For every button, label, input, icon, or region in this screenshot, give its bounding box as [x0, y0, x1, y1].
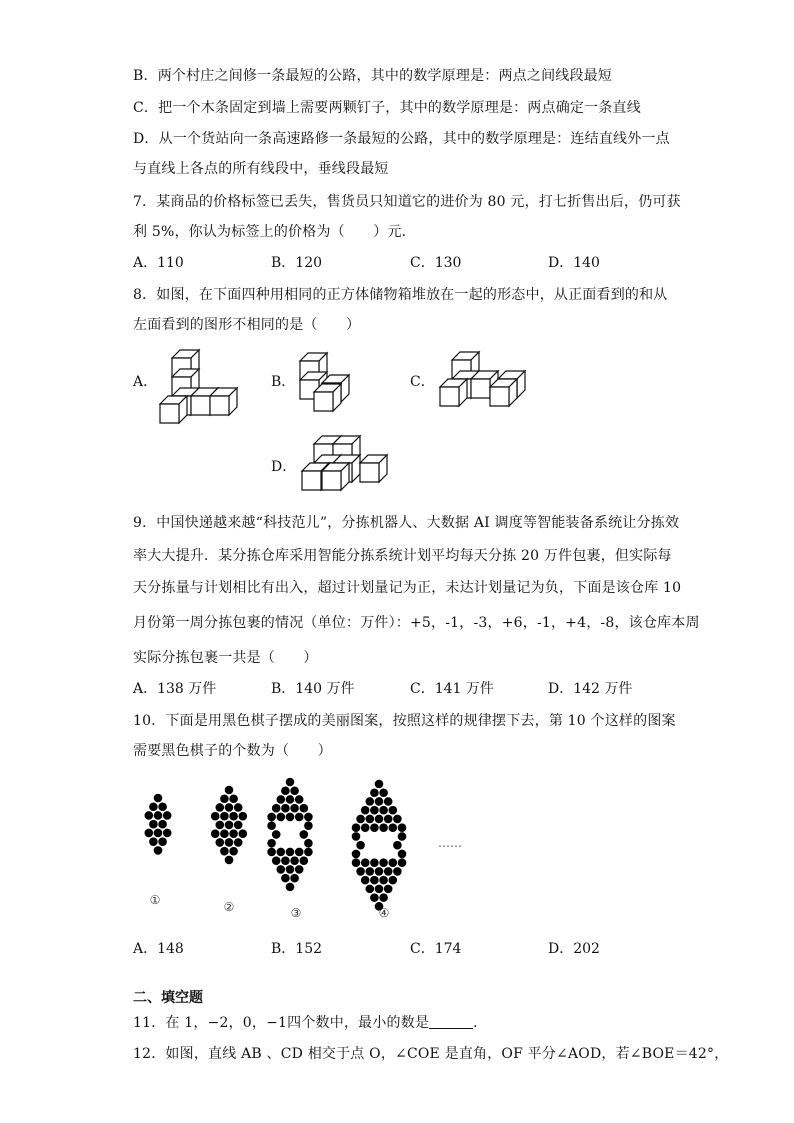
q9-stem-line4: 月份第一周分拣包裹的情况（单位：万件）：+5，-1，-3，+6，-1，+4，-8，该仓库本周 — [133, 615, 700, 631]
black-piece — [300, 856, 309, 865]
cube — [360, 455, 387, 482]
black-piece — [290, 804, 299, 813]
black-piece — [352, 823, 361, 832]
black-piece — [149, 837, 158, 846]
black-piece — [290, 786, 299, 795]
black-piece — [300, 804, 309, 813]
black-piece — [216, 838, 225, 847]
black-piece — [295, 848, 304, 857]
q8-label-c: C． — [410, 374, 435, 390]
black-piece — [281, 874, 290, 883]
q7-stem-line2: 利 5%，你认为标签上的价格为（ ）元． — [133, 224, 416, 240]
black-piece — [163, 829, 172, 838]
black-piece — [375, 780, 384, 789]
black-piece — [234, 821, 243, 830]
black-piece — [375, 815, 384, 824]
cube — [322, 463, 349, 490]
black-piece — [379, 858, 388, 867]
black-piece — [370, 806, 379, 815]
black-piece — [281, 804, 290, 813]
black-piece — [379, 806, 388, 815]
pattern-caption-3: ③ — [290, 906, 302, 920]
black-piece — [272, 830, 281, 839]
q7-option-b: B．120 — [271, 255, 323, 271]
black-piece — [398, 858, 407, 867]
black-piece — [295, 813, 304, 822]
q10-option-a: A．148 — [133, 941, 184, 957]
q7-option-a: A．110 — [133, 255, 184, 271]
q11-answer-blank — [429, 1014, 473, 1029]
black-piece — [154, 829, 163, 838]
black-piece — [225, 821, 234, 830]
black-piece — [211, 812, 220, 821]
black-piece — [225, 786, 234, 795]
black-piece — [220, 812, 229, 821]
black-piece — [277, 865, 286, 874]
q9-option-d: D．142 万件 — [548, 681, 633, 697]
pattern-caption-2: ② — [223, 900, 235, 914]
black-piece — [229, 794, 238, 803]
black-piece — [398, 850, 407, 859]
q9-option-a: A．138 万件 — [133, 681, 217, 697]
black-piece — [370, 858, 379, 867]
black-piece — [220, 829, 229, 838]
black-piece — [393, 815, 402, 824]
black-piece — [361, 823, 370, 832]
cube-figure-c — [430, 343, 540, 423]
black-piece — [370, 823, 379, 832]
black-piece — [267, 848, 276, 857]
q12-stem: 12．如图，直线 AB 、CD 相交于点 O，∠COE 是直角，OF 平分∠AOD，若∠BOE＝42°， — [133, 1046, 729, 1062]
black-piece — [352, 858, 361, 867]
q8-label-b: B． — [271, 374, 296, 390]
q9-stem-line5: 实际分拣包裹一共是（ ） — [133, 650, 318, 666]
black-piece — [225, 803, 234, 812]
black-piece — [229, 847, 238, 856]
black-piece — [149, 802, 158, 811]
black-piece — [304, 821, 313, 830]
black-piece — [370, 893, 379, 902]
black-piece — [384, 867, 393, 876]
black-piece — [356, 841, 365, 850]
q8-label-a: A． — [133, 374, 158, 390]
black-piece — [384, 815, 393, 824]
q8-stem-line2: 左面看到的图形不相同的是（ ） — [133, 317, 361, 333]
q6-option-b: B．两个村庄之间修一条最短的公路，其中的数学原理是：两点之间线段最短 — [133, 68, 613, 84]
black-piece — [286, 848, 295, 857]
black-piece — [361, 806, 370, 815]
q7-stem-line1: 7．某商品的价格标签已丢失，售货员只知道它的进价为 80 元，打七折售出后，仍可获 — [133, 194, 681, 210]
black-piece — [384, 885, 393, 894]
q6-option-d-line1: D．从一个货站向一条高速路修一条最短的公路，其中的数学原理是：连结直线外一点 — [133, 131, 670, 147]
black-piece — [300, 830, 309, 839]
q9-option-b: B．140 万件 — [271, 681, 355, 697]
black-piece — [211, 829, 220, 838]
black-piece — [220, 794, 229, 803]
black-piece — [389, 823, 398, 832]
q6-option-d-line2: 与直线上各点的所有线段中，垂线段最短 — [133, 161, 389, 177]
q6-option-c: C．把一个木条固定到墙上需要两颗钉子，其中的数学原理是：两点确定一条直线 — [133, 100, 641, 116]
cube-figure-a — [150, 340, 250, 425]
black-piece — [229, 829, 238, 838]
black-piece — [398, 823, 407, 832]
black-piece — [379, 893, 388, 902]
black-piece — [375, 867, 384, 876]
black-piece — [304, 813, 313, 822]
black-piece — [145, 829, 154, 838]
black-piece — [216, 821, 225, 830]
cube — [160, 396, 187, 423]
black-piece — [366, 885, 375, 894]
black-piece — [389, 876, 398, 885]
black-piece — [361, 858, 370, 867]
black-piece — [389, 806, 398, 815]
black-piece — [356, 815, 365, 824]
black-piece — [277, 795, 286, 804]
q10-stem-line2: 需要黑色棋子的个数为（ ） — [133, 743, 332, 759]
black-piece — [379, 823, 388, 832]
black-piece — [154, 846, 163, 855]
black-piece — [158, 820, 167, 829]
cube-figure-d — [292, 428, 402, 503]
black-piece — [379, 876, 388, 885]
black-piece — [361, 876, 370, 885]
black-piece — [370, 788, 379, 797]
black-piece — [145, 811, 154, 820]
cube-figure-b — [290, 345, 370, 420]
black-piece — [239, 812, 248, 821]
black-piece — [272, 804, 281, 813]
black-piece — [149, 820, 158, 829]
q9-stem-line3: 天分拣量与计划相比有出入，超过计划量记为正，未达计划量记为负，下面是该仓库 10 — [133, 580, 682, 596]
black-piece — [154, 794, 163, 803]
q9-stem-line1: 9．中国快递越来越“科技范儿”，分拣机器人、大数据 AI 调度等智能装备系统让分拣效 — [133, 515, 680, 531]
black-piece — [398, 832, 407, 841]
black-piece — [234, 803, 243, 812]
black-piece — [158, 802, 167, 811]
q7-option-c: C．130 — [410, 255, 462, 271]
black-piece — [366, 867, 375, 876]
pattern-caption-1: ① — [149, 893, 161, 907]
black-piece — [366, 815, 375, 824]
q7-option-d: D．140 — [548, 255, 600, 271]
black-piece — [286, 795, 295, 804]
black-piece — [290, 856, 299, 865]
q10-stem-line1: 10．下面是用黑色棋子摆成的美丽图案，按照这样的规律摆下去，第 10 个这样的图案 — [133, 713, 676, 729]
black-piece — [295, 795, 304, 804]
cube — [210, 388, 237, 415]
black-piece — [286, 865, 295, 874]
black-piece — [295, 865, 304, 874]
q11-stem — [133, 1013, 487, 1033]
cube — [440, 379, 467, 406]
black-piece — [393, 867, 402, 876]
q11-text-end: ． — [473, 1015, 488, 1031]
black-piece — [220, 847, 229, 856]
black-piece — [234, 838, 243, 847]
black-piece — [225, 838, 234, 847]
pattern-ellipsis: …… — [438, 836, 462, 850]
black-piece — [389, 858, 398, 867]
black-piece — [281, 856, 290, 865]
black-piece — [267, 813, 276, 822]
pattern-caption-4: ④ — [378, 906, 390, 920]
cube — [314, 384, 341, 411]
black-piece — [352, 832, 361, 841]
black-piece — [267, 821, 276, 830]
black-piece — [304, 848, 313, 857]
black-piece — [281, 786, 290, 795]
q8-label-d: D． — [271, 459, 297, 475]
black-piece — [216, 803, 225, 812]
black-piece — [229, 812, 238, 821]
q11-text: 11．在 1，−2，0，−1四个数中，最小的数是 — [133, 1015, 430, 1031]
black-piece — [352, 850, 361, 859]
black-piece — [375, 885, 384, 894]
black-piece — [366, 797, 375, 806]
black-piece — [370, 876, 379, 885]
q10-option-c: C．174 — [410, 941, 462, 957]
black-piece — [163, 811, 172, 820]
black-piece — [272, 856, 281, 865]
q10-option-b: B．152 — [271, 941, 323, 957]
black-piece — [393, 841, 402, 850]
q8-stem-line1: 8．如图，在下面四种用相同的正方体储物箱堆放在一起的形态中，从正面看到的和从 — [133, 287, 668, 303]
black-piece — [277, 813, 286, 822]
black-piece — [356, 867, 365, 876]
black-piece — [375, 797, 384, 806]
q9-stem-line2: 率大大提升．某分拣仓库采用智能分拣系统计划平均每天分拣 20 万件包裹，但实际每 — [133, 548, 672, 564]
black-piece — [267, 839, 276, 848]
black-piece — [290, 874, 299, 883]
black-piece — [286, 778, 295, 787]
black-piece — [154, 811, 163, 820]
black-piece — [304, 839, 313, 848]
black-piece — [277, 848, 286, 857]
black-piece — [239, 829, 248, 838]
black-piece — [286, 883, 295, 892]
black-piece — [286, 813, 295, 822]
black-piece — [384, 797, 393, 806]
q9-option-c: C．141 万件 — [410, 681, 494, 697]
q10-option-d: D．202 — [548, 941, 600, 957]
section-title: 二、填空题 — [133, 990, 203, 1006]
black-piece — [225, 856, 234, 865]
black-piece — [379, 788, 388, 797]
black-piece — [158, 837, 167, 846]
cube — [490, 379, 517, 406]
